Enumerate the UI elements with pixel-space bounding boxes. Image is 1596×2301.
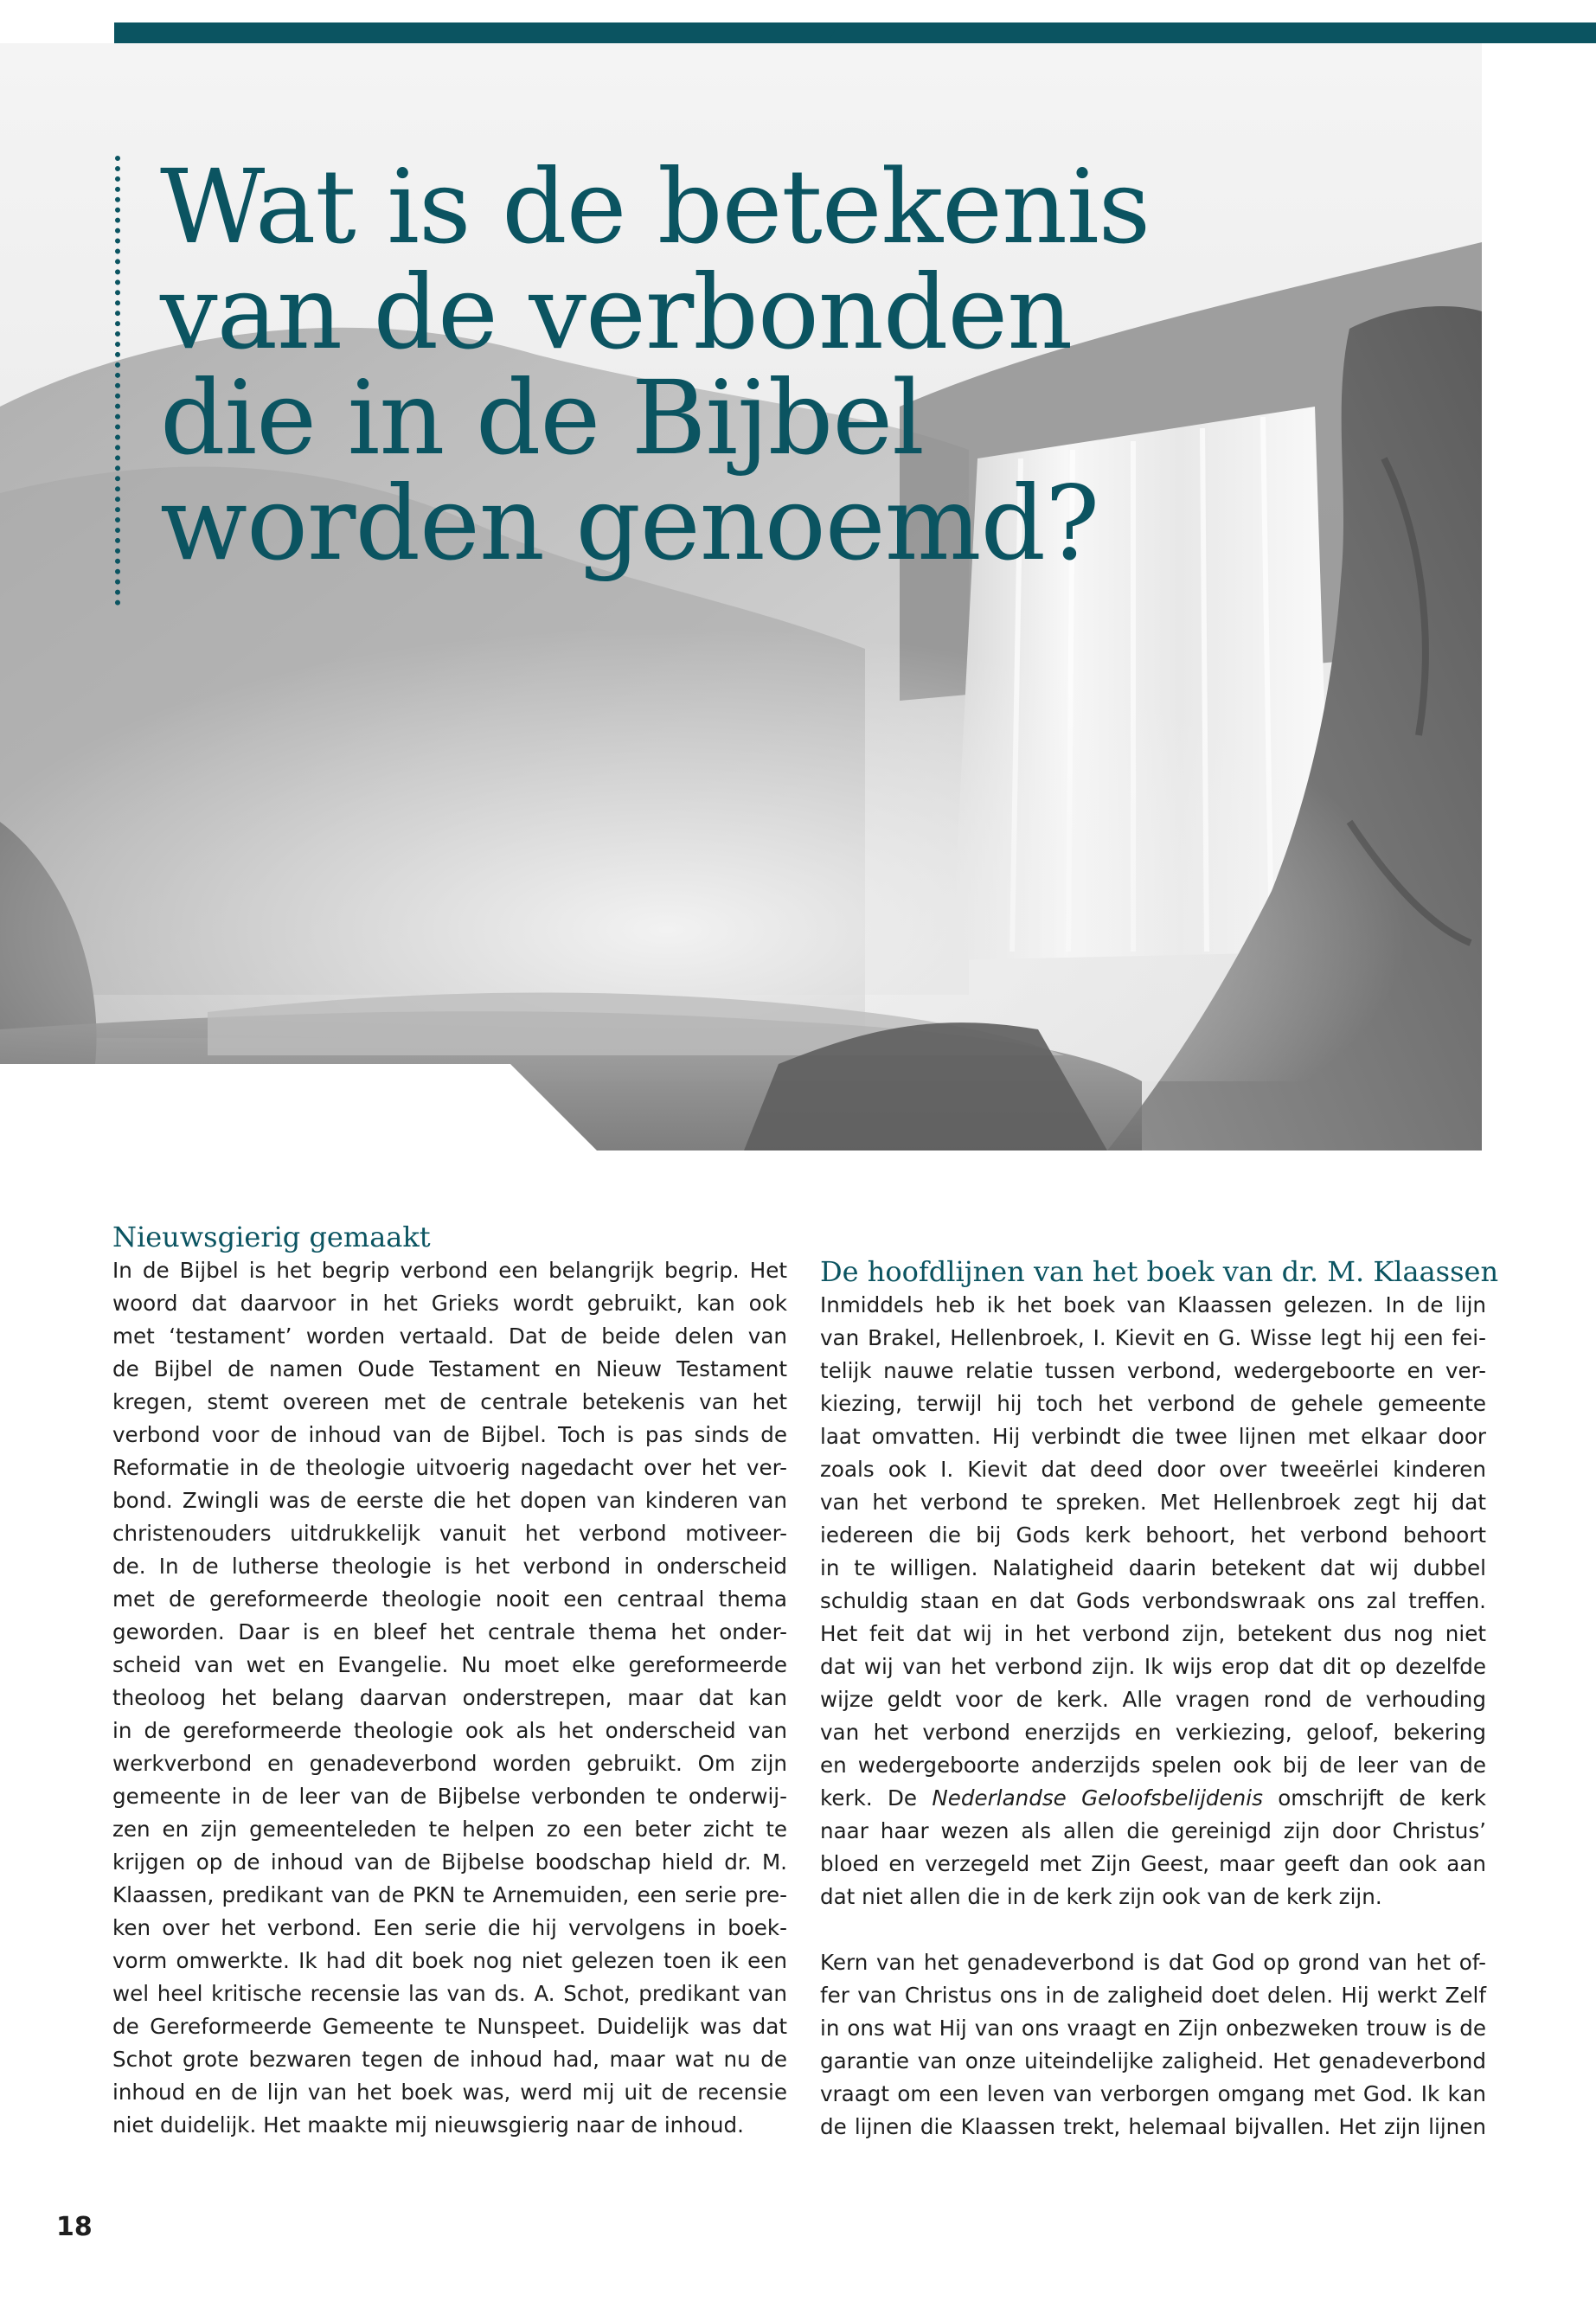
subheading-nieuwsgierig: Nieuwsgierig gemaakt [112,1221,431,1253]
paragraph [112,1254,787,2142]
book-title-italic: Nederlandse Geloofsbelijdenis [932,1785,1263,1811]
text-line: vorm omwerkte. Ik had dit boek nog niet gelezen toen ik een [112,1948,787,1973]
title-line: Wat is de betekenis [160,147,1151,266]
text-line: de. In de lutherse theologie is het verbond in onderscheid [112,1554,787,1579]
text-line: gemeente in de leer van de Bijbelse verbonden te onderwij- [112,1784,787,1809]
text-line: Het feit dat wij in het verbond zijn, betekent dus nog niet [820,1621,1486,1646]
text-fragment: kerk. De [820,1785,933,1811]
text-line [820,1782,1486,1815]
text-fragment: omschrijft de kerk [1262,1785,1486,1811]
text-line: laat omvatten. Hij verbindt die twee lijnen met elkaar door [820,1424,1486,1449]
text-line: theoloog het belang daarvan onderstrepen, maar dat kan [112,1685,787,1710]
text-line: bond. Zwingli was de eerste die het dopen van kinderen van [112,1488,787,1513]
text-line: in te willigen. Nalatigheid daarin betekent dat wij dubbel [820,1555,1486,1580]
text-line: wijze geldt voor de kerk. Alle vragen rond de verhouding [820,1687,1486,1712]
page-number: 18 [56,2212,93,2242]
text-line: zoals ook I. Kievit dat deed door over tweeërlei kinderen [820,1457,1486,1482]
text-line: van Brakel, Hellenbroek, I. Kievit en G. Wisse legt hij een fei- [820,1325,1486,1350]
text-line: christenouders uitdrukkelijk vanuit het verbond motiveer- [112,1521,787,1546]
text-line: bloed en verzegeld met Zijn Geest, maar geeft dan ook aan [820,1851,1486,1876]
text-line: scheid van wet en Evangelie. Nu moet elke gereformeerde [112,1652,787,1677]
title-line: die in de Bijbel [160,358,924,478]
text-line: met de gereformeerde theologie nooit een centraal thema [112,1586,787,1612]
text-line: Klaassen, predikant van de PKN te Arnemuiden, een serie pre- [112,1882,787,1907]
text-line: fer van Christus ons in de zaligheid doet delen. Hij werkt Zelf [820,1983,1486,2008]
text-line: dat niet allen die in de kerk zijn ook van de kerk zijn. [820,1884,1382,1909]
text-line: de Gereformeerde Gemeente te Nunspeet. Duidelijk was dat [112,2014,787,2039]
text-line: van het verbond enerzijds en verkiezing, geloof, bekering [820,1720,1486,1745]
right-column [820,1220,1499,2144]
text-line: verbond voor de inhoud van de Bijbel. Toch is pas sinds de [112,1422,787,1447]
text-line: kiezing, terwijl hij toch het verbond de gehele gemeente [820,1391,1486,1416]
text-line: in ons wat Hij van ons vraagt en Zijn onbezweken trouw is de [820,2016,1486,2041]
text-line: inhoud en de lijn van het boek was, werd mij uit de recensie [112,2080,787,2105]
text-line: Inmiddels heb ik het boek van Klaassen gelezen. In de lijn [820,1292,1486,1317]
text-line: telijk nauwe relatie tussen verbond, wedergeboorte en ver- [820,1358,1486,1383]
text-line: iedereen die bij Gods kerk behoort, het verbond behoort [820,1522,1486,1548]
text-line: krijgen op de inhoud van de Bijbelse boodschap hield dr. M. [112,1849,787,1875]
text-line: In de Bijbel is het begrip verbond een belangrijk begrip. Het [112,1258,787,1283]
text-line: de lijnen die Klaassen trekt, helemaal bijvallen. Het zijn lijnen [820,2114,1486,2139]
text-line: niet duidelijk. Het maakte mij nieuwsgierig naar de inhoud. [112,2112,744,2138]
left-column [112,1220,787,2142]
text-line: wel heel kritische recensie las van ds. A. Schot, predikant van [112,1981,787,2006]
text-line: zen en zijn gemeenteleden te helpen zo een beter zicht te [112,1817,787,1842]
text-line: kregen, stemt overeen met de centrale betekenis van het [112,1389,787,1414]
paragraph [820,1946,1486,2144]
text-line: garantie van onze uiteindelijke zaligheid. Het genadeverbond [820,2048,1486,2073]
text-line: werkverbond en genadeverbond worden gebruikt. Om zijn [112,1751,787,1776]
subheading-hoofdlijnen: De hoofdlijnen van het boek van dr. M. Klaassen [820,1255,1499,1288]
text-line: met ‘testament’ worden vertaald. Dat de beide delen van [112,1324,787,1349]
text-line: naar haar wezen als allen die gereinigd zijn door Christus’ [820,1818,1486,1843]
text-line: en wedergeboorte anderzijds spelen ook bij de leer van de [820,1753,1486,1778]
text-line: Reformatie in de theologie uitvoerig nagedacht over het ver- [112,1455,787,1480]
text-line: ken over het verbond. Een serie die hij vervolgens in boek- [112,1915,787,1940]
text-line: geworden. Daar is en bleef het centrale thema het onder- [112,1619,787,1644]
text-line: dat wij van het verbond zijn. Ik wijs erop dat dit op dezelfde [820,1654,1486,1679]
title-line: van de verbonden [160,253,1073,372]
text-line: Kern van het genadeverbond is dat God op grond van het of- [820,1950,1486,1975]
title-line: worden genoemd? [160,464,1099,583]
text-line: in de gereformeerde theologie ook als het onderscheid van [112,1718,787,1743]
text-line: woord dat daarvoor in het Grieks wordt gebruikt, kan ook [112,1291,787,1316]
article-title [160,147,1198,583]
text-line: van het verbond te spreken. Met Hellenbroek zegt hij dat [820,1490,1486,1515]
title-dotted-rule [115,156,120,606]
paragraph [820,1289,1486,1913]
text-line: Schot grote bezwaren tegen de inhoud had, maar wat nu de [112,2047,787,2072]
text-line: schuldig staan en dat Gods verbondswraak ons zal treffen. [820,1588,1486,1613]
text-line: de Bijbel de namen Oude Testament en Nieuw Testament [112,1356,787,1381]
text-line: vraagt om een leven van verborgen omgang met God. Ik kan [820,2081,1486,2106]
